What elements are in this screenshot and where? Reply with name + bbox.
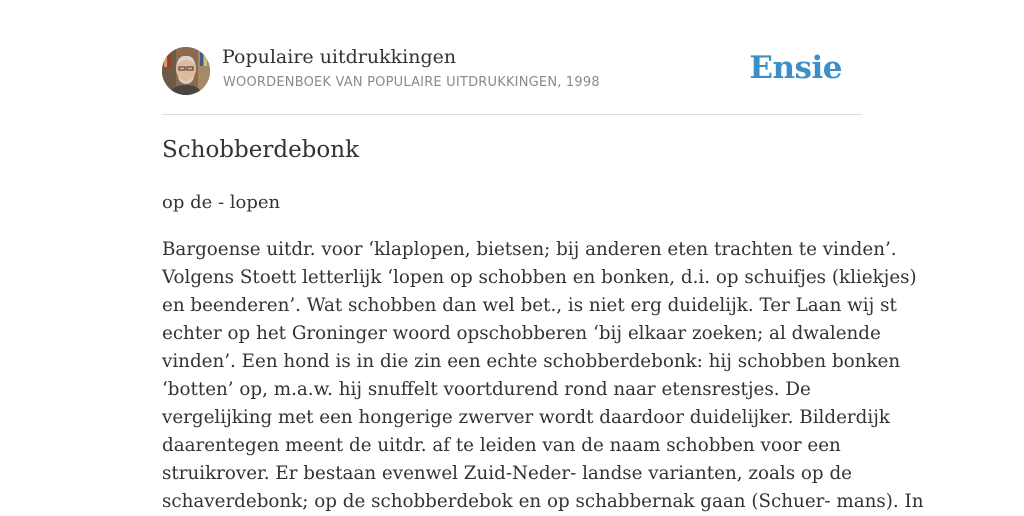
definition-line: en beenderen’. Wat schobben dan wel bet., is niet erg duidelijk. Ter Laan wij st bbox=[162, 295, 897, 316]
source-title[interactable]: Populaire uitdrukkingen bbox=[222, 46, 457, 68]
definition-line: echter op het Groninger woord opschobberen ‘bij elkaar zoeken; al dwalende bbox=[162, 323, 881, 344]
source-header bbox=[162, 0, 862, 115]
ensie-logo[interactable]: Ensie bbox=[749, 50, 842, 86]
person-portrait-icon[interactable] bbox=[162, 47, 210, 95]
definition-line: daarentegen meent de uitdr. af te leiden van de naam schobben voor een bbox=[162, 435, 841, 456]
entry-usage: op de - lopen bbox=[162, 192, 281, 213]
definition-line: vergelijking met een hongerige zwerver wordt daardoor duidelijker. Bilderdijk bbox=[162, 407, 890, 428]
definition-line: struikrover. Er bestaan evenwel Zuid-Neder- landse varianten, zoals op de bbox=[162, 463, 852, 484]
entry-headword: Schobberdebonk bbox=[162, 137, 360, 163]
source-subtitle: WOORDENBOEK VAN POPULAIRE UITDRUKKINGEN, 1998 bbox=[223, 75, 600, 90]
entry-definition bbox=[162, 236, 924, 516]
definition-line: Bargoense uitdr. voor ‘klaplopen, bietsen; bij anderen eten trachten te vinden’. bbox=[162, 239, 897, 260]
page-content bbox=[162, 0, 924, 512]
definition-line: ‘botten’ op, m.a.w. hij snuffelt voortdurend rond naar etensrestjes. De bbox=[162, 379, 811, 400]
definition-line: schaverdebonk; op de schobberdebok en op schabbernak gaan (Schuer- mans). In bbox=[162, 491, 924, 512]
definition-line: Volgens Stoett letterlijk ‘lopen op schobben en bonken, d.i. op schuifjes (kliekjes) bbox=[162, 267, 917, 288]
definition-line: vinden’. Een hond is in die zin een echte schobberdebonk: hij schobben bonken bbox=[162, 351, 901, 372]
